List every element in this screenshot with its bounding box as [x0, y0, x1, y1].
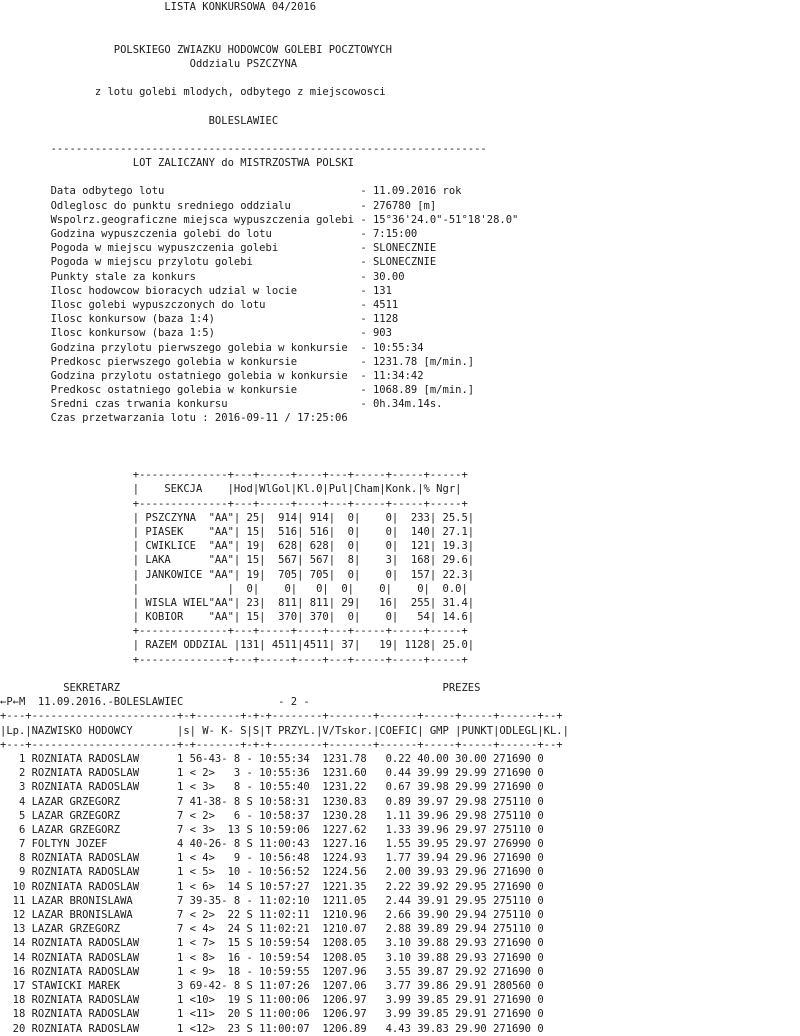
results-table-row: 17 STAWICKI MAREK 3 69-42- 8 S 11:07:26 1207.06 3.77 39.86 29.91 280560 0	[0, 979, 544, 992]
section-table-row: | WISLA WIEL"AA"| 23| 811| 811| 29| 16| 255| 31.4|	[0, 596, 475, 609]
results-table-row: 14 ROZNIATA RADOSLAW 1 < 7> 15 S 10:59:54 1208.05 3.10 39.88 29.93 271690 0	[0, 937, 544, 950]
results-table-row: 1 ROZNIATA RADOSLAW 1 56-43- 8 - 10:55:34 1231.78 0.22 40.00 30.00 271690 0	[0, 752, 544, 765]
flight-info-line: Godzina przylotu ostatniego golebia w konkursie - 11:34:42	[0, 369, 424, 382]
results-table-header-row: |Lp.|NAZWISKO HODOWCY |s| W- K- S|S|T PRZYL.|V/Tskor.|COEFIC| GMP |PUNKT|ODLEGL|KL.|	[0, 724, 569, 737]
results-table-row: 12 LAZAR BRONISLAWA 7 < 2> 22 S 11:02:11 1210.96 2.66 39.90 29.94 275110 0	[0, 909, 544, 921]
section-table-row: +--------------+---+-----+----+---+-----+-----+-----+	[0, 625, 468, 638]
flight-info-line: Pogoda w miejscu przylotu golebi - SLONECZNIE	[0, 256, 437, 269]
header-lot-line: LOT ZALICZANY do MISTRZOSTWA POLSKI	[0, 157, 355, 170]
flight-info-line: Odleglosc do punktu sredniego oddzialu - 276780 [m]	[0, 199, 437, 212]
results-table-header-row: +---+-----------------------+-+-------+-+-+--------+-------+------+-----+-----+------+--+	[0, 738, 563, 751]
header-place-line: BOLESLAWIEC	[0, 114, 279, 127]
flight-info-line: Pogoda w miejscu wypuszczenia golebi - SLONECZNIE	[0, 242, 437, 255]
section-table-row: | SEKCJA |Hod|WlGol|Kl.0|Pul|Cham|Konk.|% Ngr|	[0, 483, 462, 496]
flight-info-line: Godzina wypuszczenia golebi do lotu - 7:15:00	[0, 228, 418, 240]
results-table-row: 3 ROZNIATA RADOSLAW 1 < 3> 8 - 10:55:40 1231.22 0.67 39.98 29.99 271690 0	[0, 781, 544, 794]
results-table-row: 16 ROZNIATA RADOSLAW 1 < 9> 18 - 10:59:55 1207.96 3.55 39.87 29.92 271690 0	[0, 965, 544, 978]
header-blank4	[0, 99, 569, 113]
flight-info-line: Ilosc konkursow (baza 1:4) - 1128	[0, 313, 399, 326]
header-blank2	[0, 28, 569, 42]
signatures-line: SEKRETARZ PREZES	[0, 682, 481, 694]
spacer-line	[0, 440, 569, 454]
results-table-row: 5 LAZAR GRZEGORZ 7 < 2> 6 - 10:58:37 1230.28 1.11 39.96 29.98 275110 0	[0, 809, 544, 822]
section-table-row: | PSZCZYNA "AA"| 25| 914| 914| 0| 0| 233| 25.5|	[0, 511, 475, 524]
results-table-row: 14 ROZNIATA RADOSLAW 1 < 8> 16 - 10:59:54 1208.05 3.10 39.88 29.93 271690 0	[0, 951, 544, 964]
section-table-row: | LAKA "AA"| 15| 567| 567| 8| 3| 168| 29.6|	[0, 554, 475, 567]
results-table-row: 20 ROZNIATA RADOSLAW 1 <12> 23 S 11:00:07 1206.89 4.43 39.83 29.90 271690 0	[0, 1022, 544, 1035]
section-table-row: | PIASEK "AA"| 15| 516| 516| 0| 0| 140| 27.1|	[0, 525, 475, 538]
results-table-row: 10 ROZNIATA RADOSLAW 1 < 6> 14 S 10:57:27 1221.35 2.22 39.92 29.95 271690 0	[0, 880, 544, 893]
page-header-line: ←P←M 11.09.2016.-BOLESLAWIEC - 2 -	[0, 696, 310, 709]
section-table-row: +--------------+---+-----+----+---+-----+-----+-----+	[0, 497, 468, 510]
flight-info-line: Predkosc ostatniego golebia w konkursie - 1068.89 [m/min.]	[0, 384, 475, 397]
header-blank6	[0, 170, 569, 184]
header-branch-line: Oddzialu PSZCZYNA	[0, 57, 298, 70]
flight-info-line: Godzina przylotu pierwszego golebia w konkursie - 10:55:34	[0, 341, 424, 354]
results-table-row: 11 LAZAR BRONISLAWA 7 39-35- 8 - 11:02:10 1211.05 2.44 39.91 29.95 275110 0	[0, 894, 544, 907]
flight-info-line: Punkty stale za konkurs - 30.00	[0, 270, 405, 283]
flight-info-line: Ilosc konkursow (baza 1:5) - 903	[0, 327, 392, 340]
results-table-header-row: +---+-----------------------+-+-------+-+-+--------+-------+------+-----+-----+------+--+	[0, 710, 563, 723]
spacer-line	[0, 667, 569, 681]
section-table-row: +--------------+---+-----+----+---+-----+-----+-----+	[0, 469, 468, 482]
flight-info-line: Ilosc golebi wypuszczonych do lotu - 4511	[0, 298, 399, 311]
header-blank3	[0, 71, 569, 85]
flight-info-line: Czas przetwarzania lotu : 2016-09-11 / 17:25:06	[0, 412, 348, 425]
spacer-line	[0, 426, 569, 440]
spacer-line	[0, 454, 569, 468]
flight-info-line: Data odbytego lotu - 11.09.2016 rok	[0, 185, 462, 198]
section-table-row: +--------------+---+-----+----+---+-----+-----+-----+	[0, 653, 468, 666]
results-table-row: 18 ROZNIATA RADOSLAW 1 <11> 20 S 11:00:06 1206.97 3.99 39.85 29.91 271690 0	[0, 1008, 544, 1021]
results-table-row: 18 ROZNIATA RADOSLAW 1 <10> 19 S 11:00:06 1206.97 3.99 39.85 29.91 271690 0	[0, 994, 544, 1007]
section-table-row: | JANKOWICE "AA"| 19| 705| 705| 0| 0| 157| 22.3|	[0, 568, 475, 581]
flight-info-line: Sredni czas trwania konkursu - 0h.34m.14s.	[0, 398, 443, 411]
section-table-row: | | 0| 0| 0| 0| 0| 0| 0.0|	[0, 582, 468, 595]
header-org-line: POLSKIEGO ZWIAZKU HODOWCOW GOLEBI POCZTOWYCH	[0, 43, 392, 56]
section-table-row: | CWIKLICE "AA"| 19| 628| 628| 0| 0| 121| 19.3|	[0, 540, 475, 553]
section-table-row: | RAZEM ODDZIAL |131| 4511|4511| 37| 19| 1128| 25.0|	[0, 639, 475, 652]
flight-info-line: Ilosc hodowcow bioracych udzial w locie - 131	[0, 284, 392, 297]
results-table-row: 6 LAZAR GRZEGORZ 7 < 3> 13 S 10:59:06 1227.62 1.33 39.96 29.97 275110 0	[0, 823, 544, 836]
flight-info-line: Wspolrz.geograficzne miejsca wypuszczenia golebi - 15°36'24.0"-51°18'28.0"	[0, 213, 519, 226]
section-table-row: | KOBIOR "AA"| 15| 370| 370| 0| 0| 54| 14.6|	[0, 611, 475, 624]
results-table-row: 2 ROZNIATA RADOSLAW 1 < 2> 3 - 10:55:36 1231.60 0.44 39.99 29.99 271690 0	[0, 767, 544, 780]
results-table-row: 4 LAZAR GRZEGORZ 7 41-38- 8 S 10:58:31 1230.83 0.89 39.97 29.98 275110 0	[0, 795, 544, 808]
results-table-row: 13 LAZAR GRZEGORZ 7 < 4> 24 S 11:02:21 1210.07 2.88 39.89 29.94 275110 0	[0, 923, 544, 936]
header-blank5	[0, 128, 569, 142]
results-table-row: 8 ROZNIATA RADOSLAW 1 < 4> 9 - 10:56:48 1224.93 1.77 39.94 29.96 271690 0	[0, 852, 544, 865]
header-title: LISTA KONKURSOWA 04/2016	[0, 1, 317, 13]
results-table-row: 7 FOLTYN JOZEF 4 40-26- 8 S 11:00:43 1227.16 1.55 39.95 29.97 276990 0	[0, 838, 544, 851]
results-table-row: 9 ROZNIATA RADOSLAW 1 < 5> 10 - 10:56:52 1224.56 2.00 39.93 29.96 271690 0	[0, 866, 544, 879]
header-flight-line: z lotu golebi mlodych, odbytego z miejscowosci	[0, 86, 386, 99]
header-blank1	[0, 14, 569, 28]
header-separator: ---------------------------------------------------------------------	[0, 142, 487, 155]
flight-info-line: Predkosc pierwszego golebia w konkursie - 1231.78 [m/min.]	[0, 355, 475, 368]
